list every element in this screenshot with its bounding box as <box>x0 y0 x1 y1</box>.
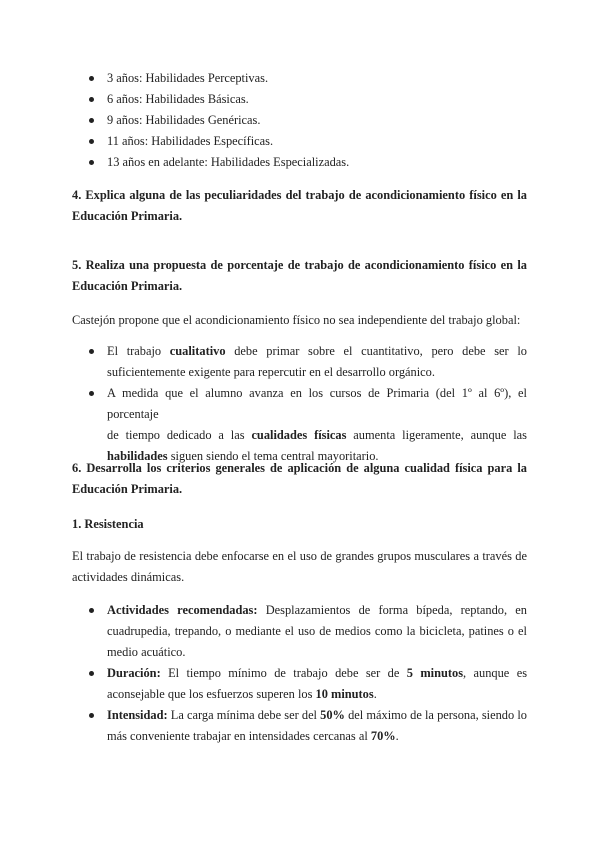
bullet-icon <box>89 97 94 102</box>
list-item: A medida que el alumno avanza en los cursos de Primaria (del 1º al 6º), el porcentaje de tiempo dedicado a las cualidades físicas aumenta ligeramente, aunque las habilidades siguen siendo el tema central mayoritario. <box>72 383 527 467</box>
bullet-icon <box>89 76 94 81</box>
list-item: Duración: El tiempo mínimo de trabajo debe ser de 5 minutos, aunque es aconsejable que los esfuerzos superen los 10 minutos. <box>72 663 527 705</box>
bullet-icon <box>89 349 94 354</box>
list-item: 6 años: Habilidades Básicas. <box>72 89 527 110</box>
bullet-icon <box>89 391 94 396</box>
bullet-icon <box>89 160 94 165</box>
resistance-intro: El trabajo de resistencia debe enfocarse en el uso de grandes grupos musculares a través de actividades dinámicas. <box>72 549 527 584</box>
bullet-icon <box>89 139 94 144</box>
bullet-icon <box>89 608 94 613</box>
section-subheading: 1. Resistencia <box>72 517 144 531</box>
stages-list <box>72 68 527 173</box>
bullet-icon <box>89 671 94 676</box>
list-item: El trabajo cualitativo debe primar sobre el cuantitativo, pero debe ser lo suficientemente exigente para repercutir en el desarrollo orgánico. <box>72 341 527 383</box>
resistance-criteria-list <box>72 600 527 747</box>
list-item: 3 años: Habilidades Perceptivas. <box>72 68 527 89</box>
bullet-icon <box>89 713 94 718</box>
bullet-icon <box>89 118 94 123</box>
question-5-list <box>72 341 527 467</box>
question-5-heading: 5. Realiza una propuesta de porcentaje de trabajo de acondicionamiento físico en la Educación Primaria. <box>72 258 527 293</box>
list-item: Actividades recomendadas: Desplazamientos de forma bípeda, reptando, en cuadrupedia, trepando, o mediante el uso de medios como la bicicleta, patines o el medio acuático. <box>72 600 527 663</box>
list-item: Intensidad: La carga mínima debe ser del 50% del máximo de la persona, siendo lo más conveniente trabajar en intensidades cercanas al 70%. <box>72 705 527 747</box>
question-4-heading: 4. Explica alguna de las peculiaridades del trabajo de acondicionamiento físico en la Educación Primaria. <box>72 188 527 223</box>
list-item: 13 años en adelante: Habilidades Especializadas. <box>72 152 527 173</box>
question-5-intro: Castejón propone que el acondicionamiento físico no sea independiente del trabajo global: <box>72 313 521 327</box>
list-item: 11 años: Habilidades Específicas. <box>72 131 527 152</box>
question-6-heading: 6. Desarrolla los criterios generales de aplicación de alguna cualidad física para la Educación Primaria. <box>72 461 527 496</box>
list-item: 9 años: Habilidades Genéricas. <box>72 110 527 131</box>
